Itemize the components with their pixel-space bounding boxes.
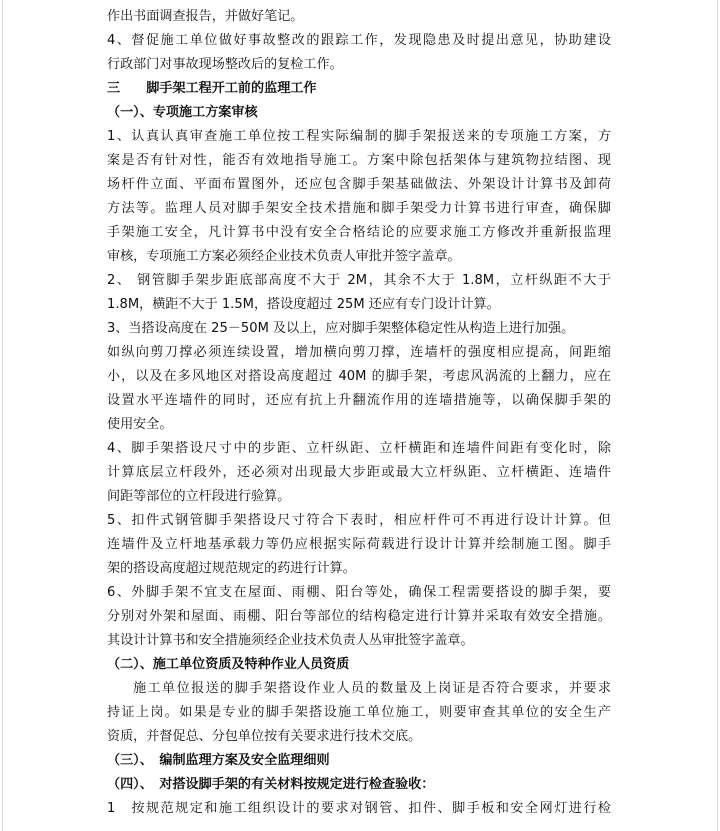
page-left-edge <box>2 0 3 831</box>
text-line: 5、扣件式钢管脚手架搭设尺寸符合下表时，相应杆件可不再进行设计计算。但 <box>107 513 611 528</box>
text-line: 方法等。监理人员对脚手架安全技术措施和脚手架受力计算书进行审查，确保脚 <box>107 201 611 216</box>
text-line: 持证上岗。如果是专业的脚手架搭设施工单位施工，则要审查其单位的安全生产 <box>107 705 611 720</box>
subsection-heading: （一）、专项施工方案审核 <box>107 105 258 120</box>
text-line: 设置水平连墙件的同时，还应有抗上升翻流作用的连墙措施等，以确保脚手架的 <box>107 393 611 408</box>
text-line: 小，以及在多风地区对搭设高度超过 40M 的脚手架，考虑风涡流的上翻力，应在 <box>107 369 611 384</box>
text-line: 施工单位报送的脚手架搭设作业人员的数量及上岗证是否符合要求，并要求 <box>133 681 611 696</box>
text-line: 行政部门对事故现场整改后的复检工作。 <box>107 57 343 72</box>
text-line: 1.8M，横距不大于 1.5M，搭设度超过 25M 还应有专门设计计算。 <box>107 297 500 312</box>
text-line: 作出书面调查报告，并做好笔记。 <box>107 9 304 24</box>
subsection-heading: （三）、 编制监理方案及安全监理细则 <box>107 753 330 768</box>
text-line: 资质，并督促总、分包单位按有关要求进行技术交底。 <box>107 729 422 744</box>
page-right-edge <box>717 0 718 831</box>
text-line: 如纵向剪刀撑必须连续设置，增加横向剪刀撑，连墙杆的强度相应提高，间距缩 <box>107 345 611 360</box>
text-line: 1、认真认真审查施工单位按工程实际编制的脚手架报送来的专项施工方案，方 <box>107 129 611 144</box>
text-line: 间距等部位的立杆段进行验算。 <box>107 489 291 504</box>
text-line: 计算底层立杆段外，还必须对出现最大步距或最大立杆纵距、立杆横距、连墙件 <box>107 465 611 480</box>
text-line: 6、外脚手架不宜支在屋面、雨棚、阳台等处，确保工程需要搭设的脚手架，要 <box>107 585 611 600</box>
text-line: 4、督促施工单位做好事故整改的跟踪工作，发现隐患及时提出意见，协助建设 <box>107 33 611 48</box>
text-line: 手架施工安全，凡计算书中没有安全合格结论的应要求施工方修改并重新报监理 <box>107 225 611 240</box>
text-line: 案是否有针对性，能否有效地指导施工。方案中除包括架体与建筑物拉结图、现 <box>107 153 611 168</box>
subsection-heading: （二）、施工单位资质及特种作业人员资质 <box>107 657 350 672</box>
text-line: 1 按规范规定和施工组织设计的要求对钢管、扣件、脚手板和安全网灯进行检 <box>107 801 611 816</box>
text-line: 连墙件及立杆地基承载力等仍应根据实际荷载进行设计计算并绘制施工图。脚手 <box>107 537 611 552</box>
text-line: 2、 钢管脚手架步距底部高度不大于 2M，其余不大于 1.8M，立杆纵距不大于 <box>107 273 611 288</box>
subsection-heading: （四）、 对搭设脚手架的有关材料按规定进行检查验收： <box>107 777 435 792</box>
document-body <box>107 5 611 821</box>
text-line: 审核，专项施工方案必须经企业技术负责人审批并签字盖章。 <box>107 249 461 264</box>
text-line: 使用安全。 <box>107 417 173 432</box>
section-heading: 三 脚手架工程开工前的监理工作 <box>107 81 317 96</box>
text-line: 3、当搭设高度在 25－50M 及以上，应对脚手架整体稳定性从构造上进行加强。 <box>107 321 575 336</box>
text-line: 其设计计算书和安全措施须经企业技术负责人丛审批签字盖章。 <box>107 633 474 648</box>
text-line: 场杆件立面、平面布置图外，还应包含脚手架基础做法、外架设计计算书及卸荷 <box>107 177 611 192</box>
text-line: 4、脚手架搭设尺寸中的步距、立杆纵距、立杆横距和连墙件间距有变化时，除 <box>107 441 611 456</box>
text-line: 分别对外架和屋面、雨棚、阳台等部位的结构稳定进行计算并采取有效安全措施。 <box>107 609 611 624</box>
text-line: 架的搭设高度超过规范规定的药进行计算。 <box>107 561 356 576</box>
